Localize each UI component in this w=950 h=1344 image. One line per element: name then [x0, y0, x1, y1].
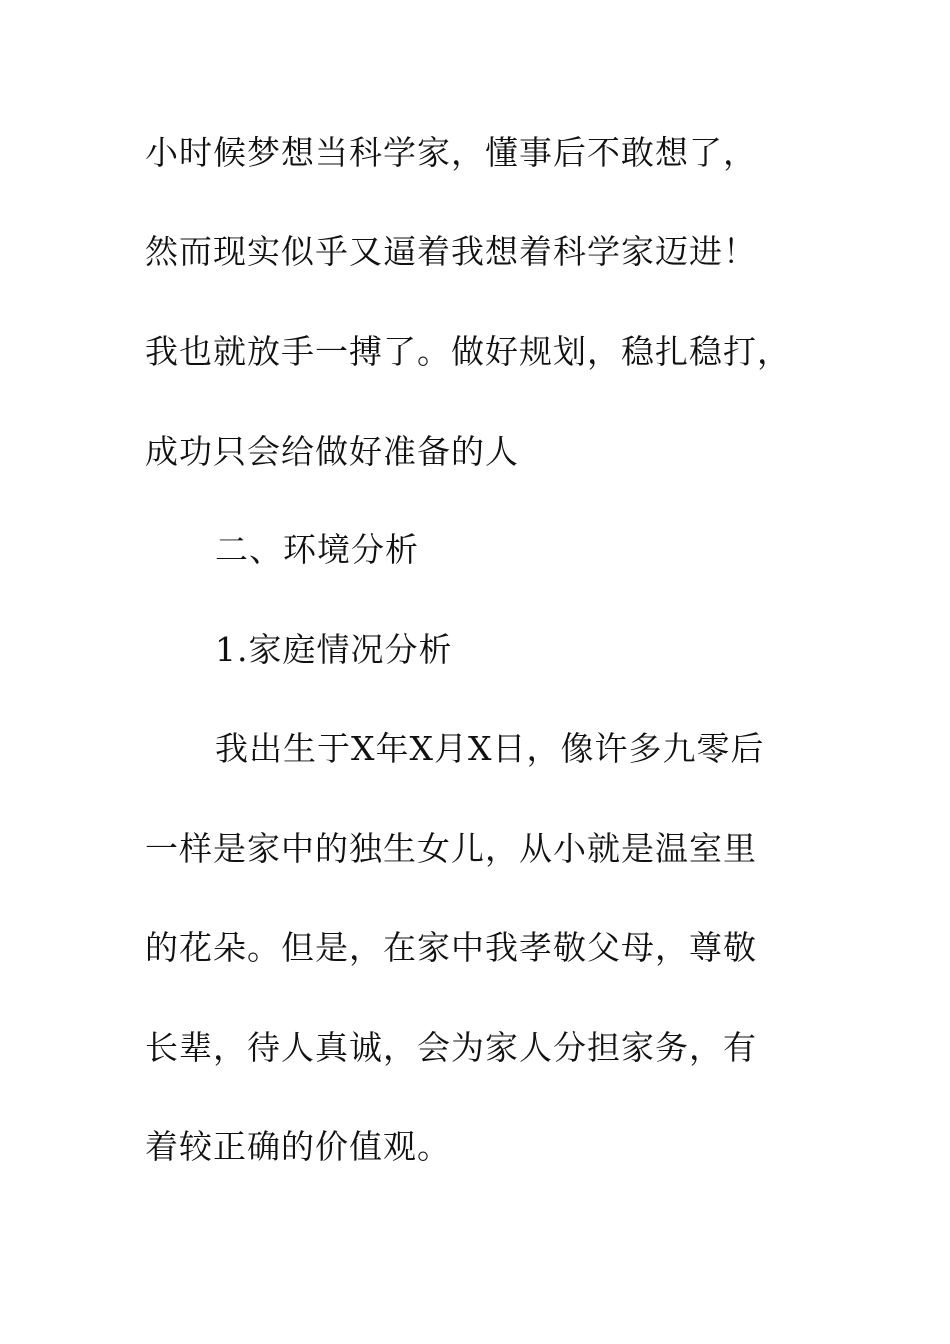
- paragraph-line: 成功只会给做好准备的人: [145, 432, 519, 471]
- paragraph-line: 我出生于X年X月X日，像许多九零后: [215, 729, 765, 768]
- section-heading: 二、环境分析: [215, 530, 419, 569]
- paragraph-line: 一样是家中的独生女儿，从小就是温室里: [145, 829, 757, 868]
- subsection-heading: 1.家庭情况分析: [215, 630, 453, 669]
- paragraph-line: 着较正确的价值观。: [145, 1127, 451, 1166]
- paragraph-line: 小时候梦想当科学家，懂事后不敢想了，: [145, 133, 757, 172]
- paragraph-line: 的花朵。但是，在家中我孝敬父母，尊敬: [145, 928, 757, 967]
- paragraph-line: 然而现实似乎又逼着我想着科学家迈进！: [145, 232, 757, 271]
- paragraph-line: 长辈，待人真诚，会为家人分担家务，有: [145, 1028, 757, 1067]
- paragraph-line: 我也就放手一搏了。做好规划，稳扎稳打，: [145, 332, 791, 371]
